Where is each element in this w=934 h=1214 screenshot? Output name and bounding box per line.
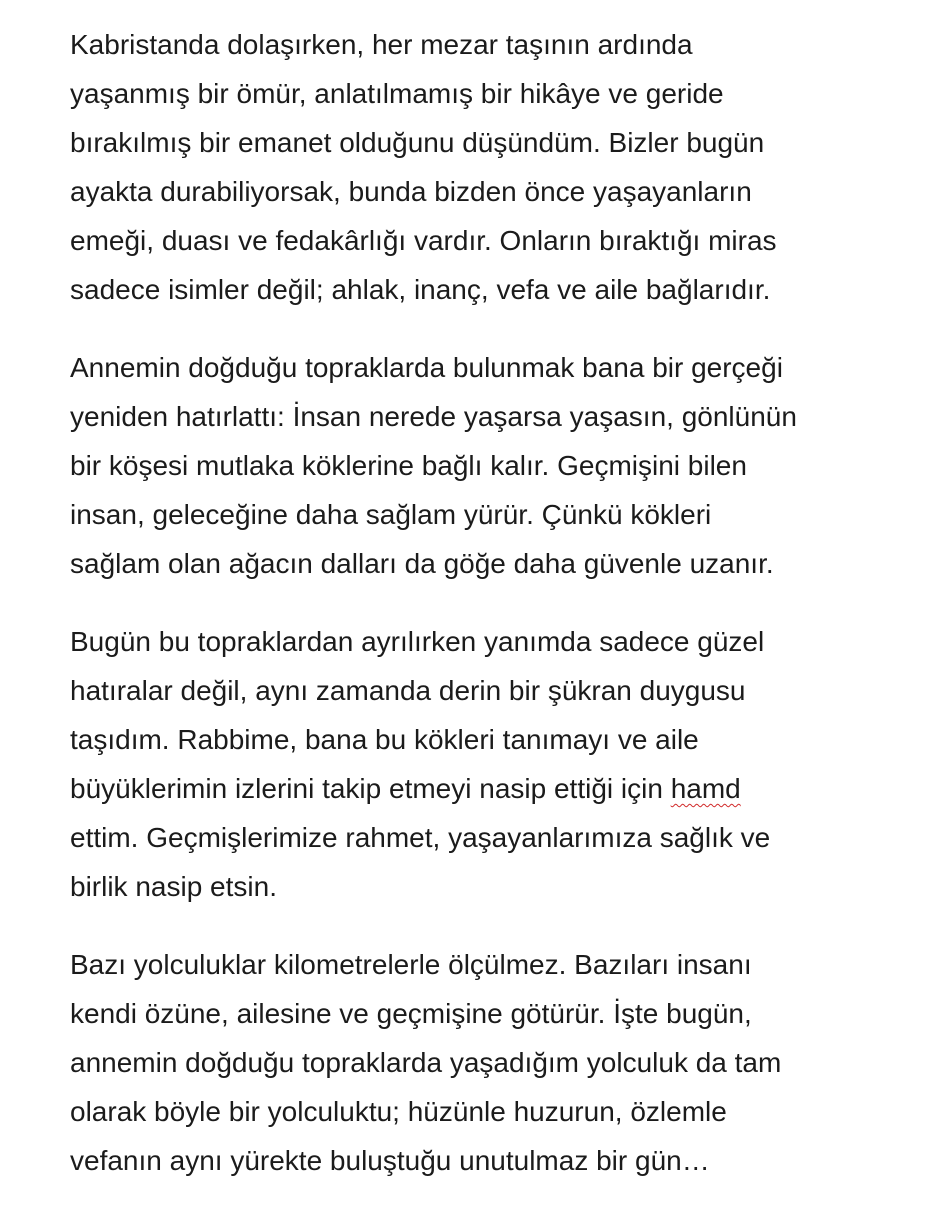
text-line: yeniden hatırlattı: İnsan nerede yaşarsa yaşasın, gönlünün bbox=[70, 401, 797, 432]
text-line: vefanın aynı yürekte buluştuğu unutulmaz bir gün… bbox=[70, 1145, 710, 1176]
text-line: annemin doğduğu topraklarda yaşadığım yolculuk da tam bbox=[70, 1047, 782, 1078]
text-fragment: büyüklerimin izlerini takip etmeyi nasip ettiği için bbox=[70, 773, 671, 804]
paragraph-4 bbox=[70, 940, 890, 1185]
text-line: Annemin doğduğu topraklarda bulunmak bana bir gerçeği bbox=[70, 352, 783, 383]
text-line: yaşanmış bir ömür, anlatılmamış bir hikâye ve geride bbox=[70, 78, 724, 109]
text-line: Kabristanda dolaşırken, her mezar taşının ardında bbox=[70, 29, 693, 60]
paragraph-1 bbox=[70, 20, 890, 314]
text-line: bırakılmış bir emanet olduğunu düşündüm. Bizler bugün bbox=[70, 127, 765, 158]
paragraph-2 bbox=[70, 343, 890, 588]
text-line: insan, geleceğine daha sağlam yürür. Çünkü kökleri bbox=[70, 499, 712, 530]
text-line: bir köşesi mutlaka köklerine bağlı kalır. Geçmişini bilen bbox=[70, 450, 747, 481]
text-line: olarak böyle bir yolculuktu; hüzünle huzurun, özlemle bbox=[70, 1096, 727, 1127]
spellcheck-flagged-word[interactable]: hamd bbox=[670, 773, 741, 804]
text-line: kendi özüne, ailesine ve geçmişine götürür. İşte bugün, bbox=[70, 998, 752, 1029]
paragraph-3 bbox=[70, 617, 890, 911]
text-line: ettim. Geçmişlerimize rahmet, yaşayanlarımıza sağlık ve bbox=[70, 822, 771, 853]
text-line bbox=[70, 764, 890, 813]
text-line: hatıralar değil, aynı zamanda derin bir şükran duygusu bbox=[70, 675, 746, 706]
text-line: birlik nasip etsin. bbox=[70, 871, 277, 902]
text-line: sağlam olan ağacın dalları da göğe daha güvenle uzanır. bbox=[70, 548, 774, 579]
text-line: taşıdım. Rabbime, bana bu kökleri tanımayı ve aile bbox=[70, 724, 699, 755]
text-line: sadece isimler değil; ahlak, inanç, vefa ve aile bağlarıdır. bbox=[70, 274, 771, 305]
text-line: Bugün bu topraklardan ayrılırken yanımda sadece güzel bbox=[70, 626, 765, 657]
text-line: ayakta durabiliyorsak, bunda bizden önce yaşayanların bbox=[70, 176, 752, 207]
document-body bbox=[70, 20, 890, 1214]
text-line: Bazı yolculuklar kilometrelerle ölçülmez. Bazıları insanı bbox=[70, 949, 752, 980]
text-line: emeği, duası ve fedakârlığı vardır. Onların bıraktığı miras bbox=[70, 225, 777, 256]
